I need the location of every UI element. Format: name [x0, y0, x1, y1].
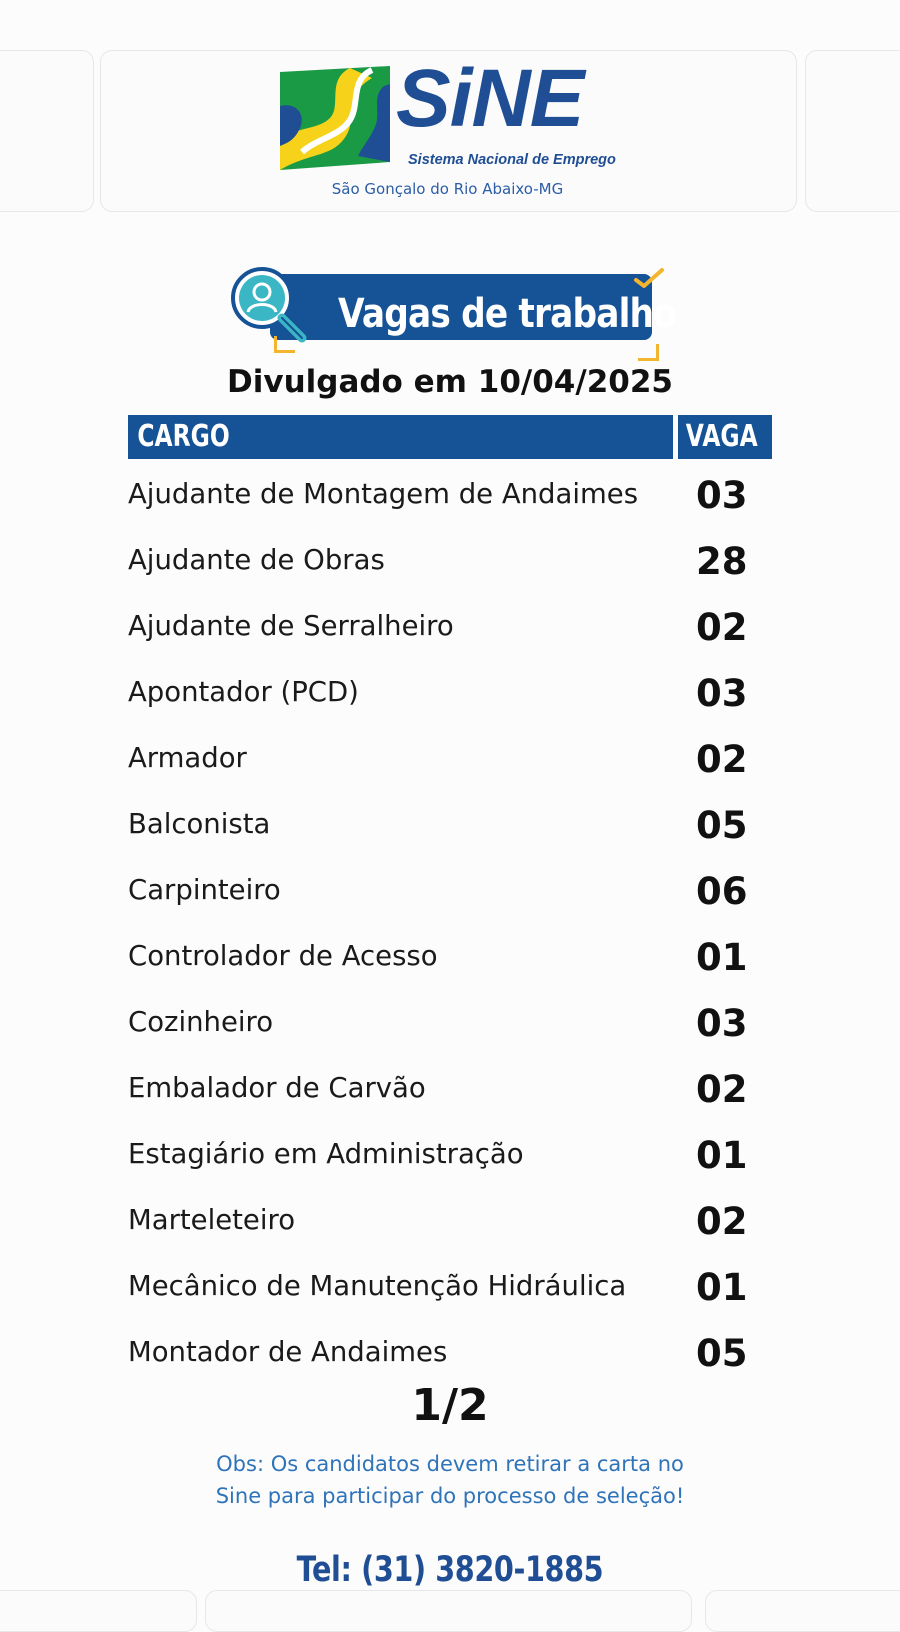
phone-number-text: Tel: (31) 3820-1885 — [296, 1550, 604, 1590]
bottom-card-left — [0, 1590, 197, 1632]
job-openings: 02 — [696, 1068, 748, 1111]
table-row — [128, 536, 788, 602]
bottom-card-middle — [205, 1590, 692, 1632]
vagas-pill — [270, 274, 676, 340]
table-row — [128, 602, 788, 668]
job-openings: 01 — [696, 936, 748, 979]
corner-accent-right — [638, 344, 659, 361]
phone-number[interactable] — [0, 1550, 900, 1590]
observation-note — [0, 1448, 900, 1512]
job-title: Controlador de Acesso — [128, 940, 438, 972]
table-row — [128, 866, 788, 932]
job-openings: 01 — [696, 1134, 748, 1177]
table-row — [128, 668, 788, 734]
job-title: Mecânico de Manutenção Hidráulica — [128, 1270, 627, 1302]
job-title: Ajudante de Serralheiro — [128, 610, 454, 642]
job-list — [128, 470, 788, 1394]
table-row — [128, 1196, 788, 1262]
job-openings: 01 — [696, 1266, 748, 1309]
table-row — [128, 932, 788, 998]
sine-wordmark: SiNE — [396, 53, 584, 144]
table-row — [128, 470, 788, 536]
vagas-title: Vagas de trabalho — [338, 291, 676, 337]
job-openings: 06 — [696, 870, 748, 913]
job-title: Embalador de Carvão — [128, 1072, 426, 1104]
job-title: Montador de Andaimes — [128, 1336, 448, 1368]
column-header-vaga-label: VAGA — [685, 419, 758, 454]
city-label: São Gonçalo do Rio Abaixo-MG — [331, 180, 564, 198]
table-row — [128, 998, 788, 1064]
checkmark-icon — [632, 266, 666, 292]
job-title: Estagiário em Administração — [128, 1138, 524, 1170]
job-openings: 05 — [696, 1332, 748, 1375]
job-title: Carpinteiro — [128, 874, 281, 906]
job-title: Ajudante de Montagem de Andaimes — [128, 478, 639, 510]
job-openings: 02 — [696, 1200, 748, 1243]
table-row — [128, 1130, 788, 1196]
job-title: Armador — [128, 742, 247, 774]
job-title: Marteleteiro — [128, 1204, 296, 1236]
job-title: Cozinheiro — [128, 1006, 274, 1038]
table-row — [128, 1064, 788, 1130]
column-header-vaga — [678, 415, 772, 459]
job-openings: 03 — [696, 1002, 748, 1045]
job-title: Ajudante de Obras — [128, 544, 385, 576]
job-title: Balconista — [128, 808, 271, 840]
sine-subtitle: Sistema Nacional de Emprego — [408, 152, 616, 168]
side-card-right — [805, 50, 900, 212]
table-row — [128, 1262, 788, 1328]
column-header-cargo-label: CARGO — [137, 419, 230, 454]
observation-line-1: Obs: Os candidatos devem retirar a carta no — [216, 1452, 684, 1476]
job-openings: 02 — [696, 606, 748, 649]
table-row — [128, 800, 788, 866]
job-openings: 05 — [696, 804, 748, 847]
side-card-left — [0, 50, 94, 212]
job-title: Apontador (PCD) — [128, 676, 359, 708]
published-date: Divulgado em 10/04/2025 — [227, 364, 673, 400]
job-openings: 03 — [696, 474, 748, 517]
vagas-banner — [230, 266, 676, 362]
sine-logo — [280, 53, 620, 178]
corner-accent-left — [274, 336, 295, 353]
column-header-cargo — [128, 415, 673, 459]
bottom-card-right — [705, 1590, 900, 1632]
job-openings: 28 — [696, 540, 748, 583]
job-openings: 02 — [696, 738, 748, 781]
table-row — [128, 734, 788, 800]
observation-line-2: Sine para participar do processo de seleção! — [215, 1484, 685, 1508]
job-openings: 03 — [696, 672, 748, 715]
page-indicator: 1/2 — [411, 1380, 489, 1431]
brazil-flag-logo-icon — [280, 66, 390, 170]
